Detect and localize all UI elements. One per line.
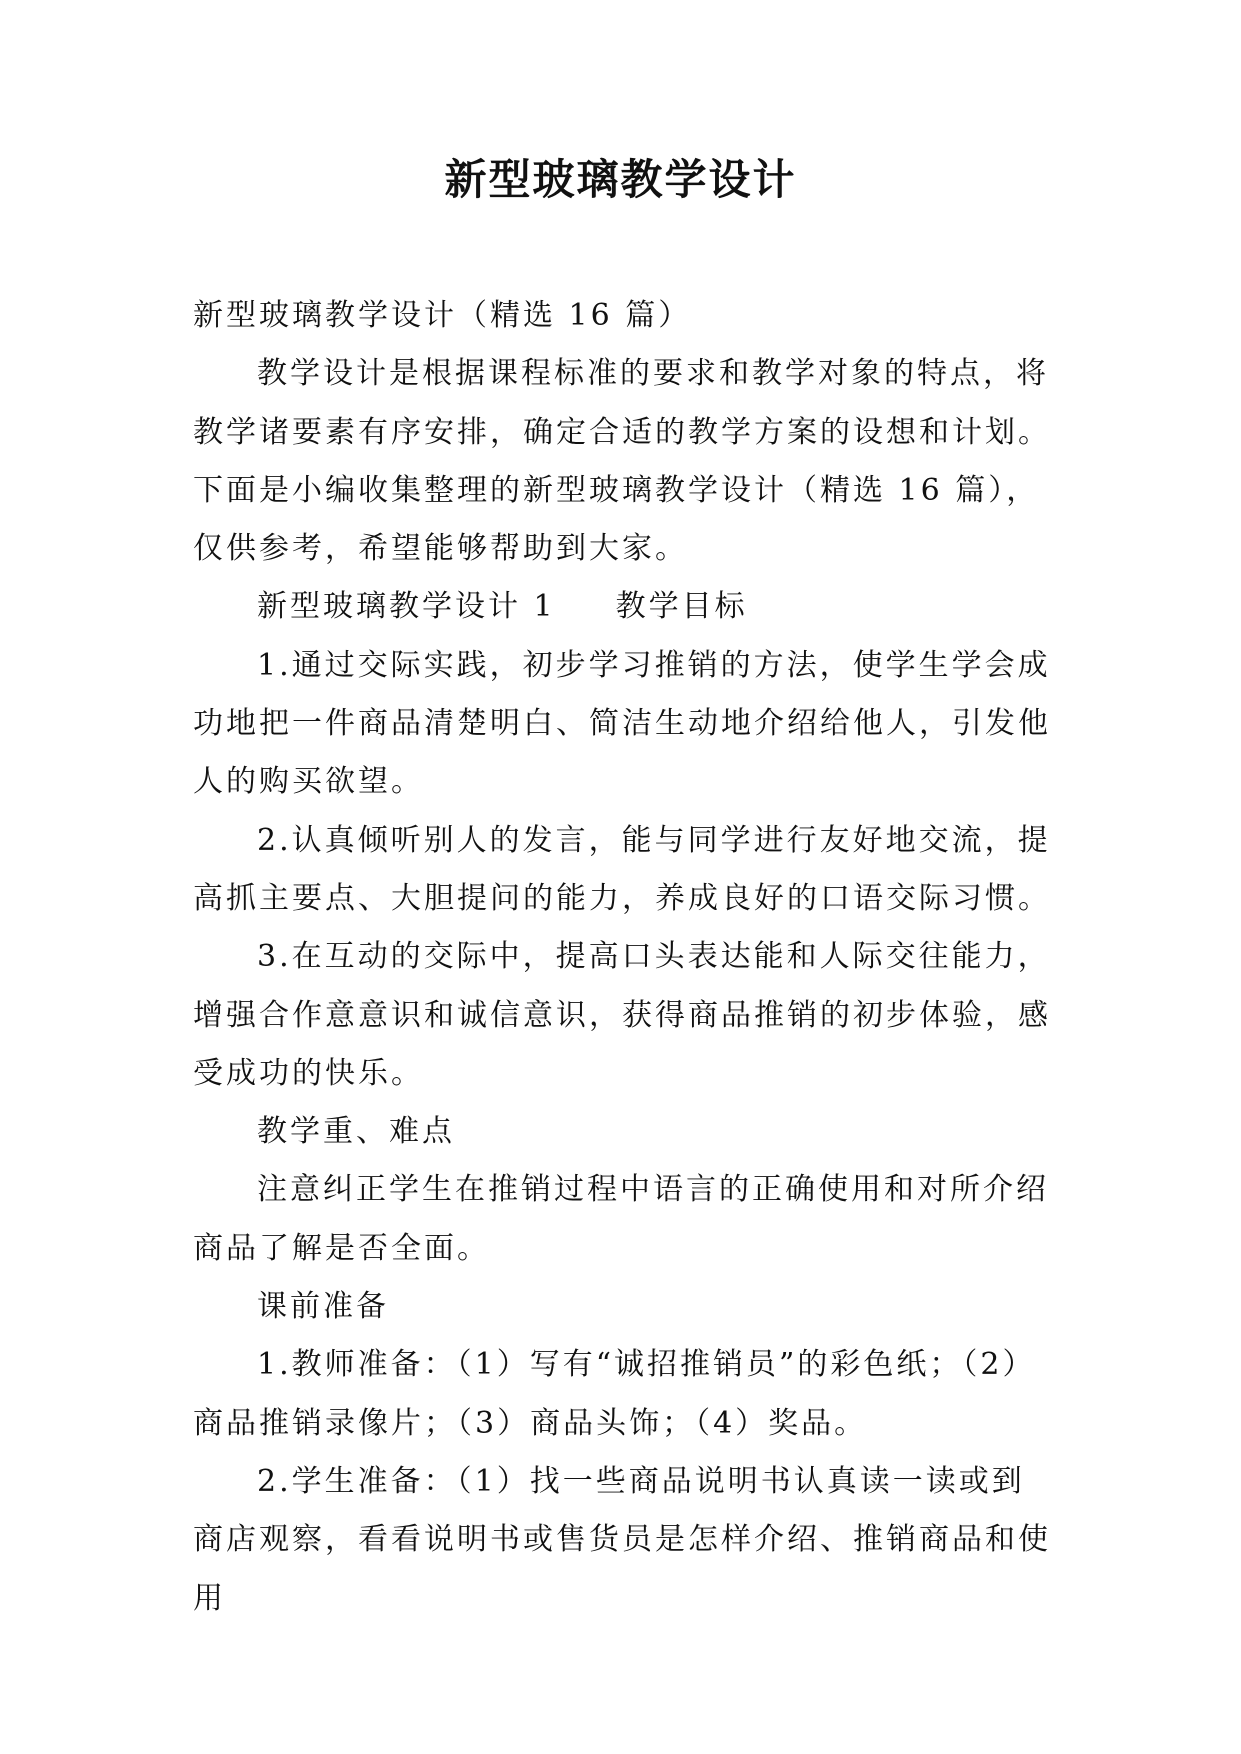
document-body	[193, 287, 1053, 1628]
key-points-paragraph: 注意纠正学生在推销过程中语言的正确使用和对所介绍商品了解是否全面。	[193, 1172, 1049, 1266]
preparation-heading: 课前准备	[257, 1289, 389, 1325]
section-heading	[193, 578, 1053, 636]
preparation-paragraph-2: 2.学生准备：（1）找一些商品说明书认真读一读或到商店观察，看看说明书或售货员是怎样介绍、推销商品和使用	[193, 1463, 1051, 1616]
goal-paragraph-3: 3.在互动的交际中，提高口头表达能和人际交往能力，增强合作意意识和诚信意识，获得商品推销的初步体验，感受成功的快乐。	[193, 939, 1051, 1091]
key-points-heading: 教学重、难点	[257, 1114, 455, 1150]
section-title: 新型玻璃教学设计 1	[257, 589, 556, 625]
subtitle-paragraph: 新型玻璃教学设计（精选 16 篇）	[193, 298, 692, 333]
document-title: 新型玻璃教学设计	[444, 155, 797, 204]
section-subtitle: 教学目标	[615, 589, 748, 625]
intro-paragraph: 教学设计是根据课程标准的要求和教学对象的特点，将教学诸要素有序安排，确定合适的教学方案的设想和计划。下面是小编收集整理的新型玻璃教学设计（精选 16 篇），仅供参考，希望能够帮助到大家。	[193, 356, 1051, 567]
preparation-paragraph-1: 1.教师准备：（1）写有“诚招推销员”的彩色纸；（2）商品推销录像片；（3）商品头饰；（4）奖品。	[193, 1347, 1036, 1441]
goal-paragraph-2: 2.认真倾听别人的发言，能与同学进行友好地交流，提高抓主要点、大胆提问的能力，养成良好的口语交际习惯。	[193, 822, 1051, 916]
goal-paragraph-1: 1.通过交际实践，初步学习推销的方法，使学生学会成功地把一件商品清楚明白、简洁生动地介绍给他人，引发他人的购买欲望。	[193, 647, 1051, 800]
